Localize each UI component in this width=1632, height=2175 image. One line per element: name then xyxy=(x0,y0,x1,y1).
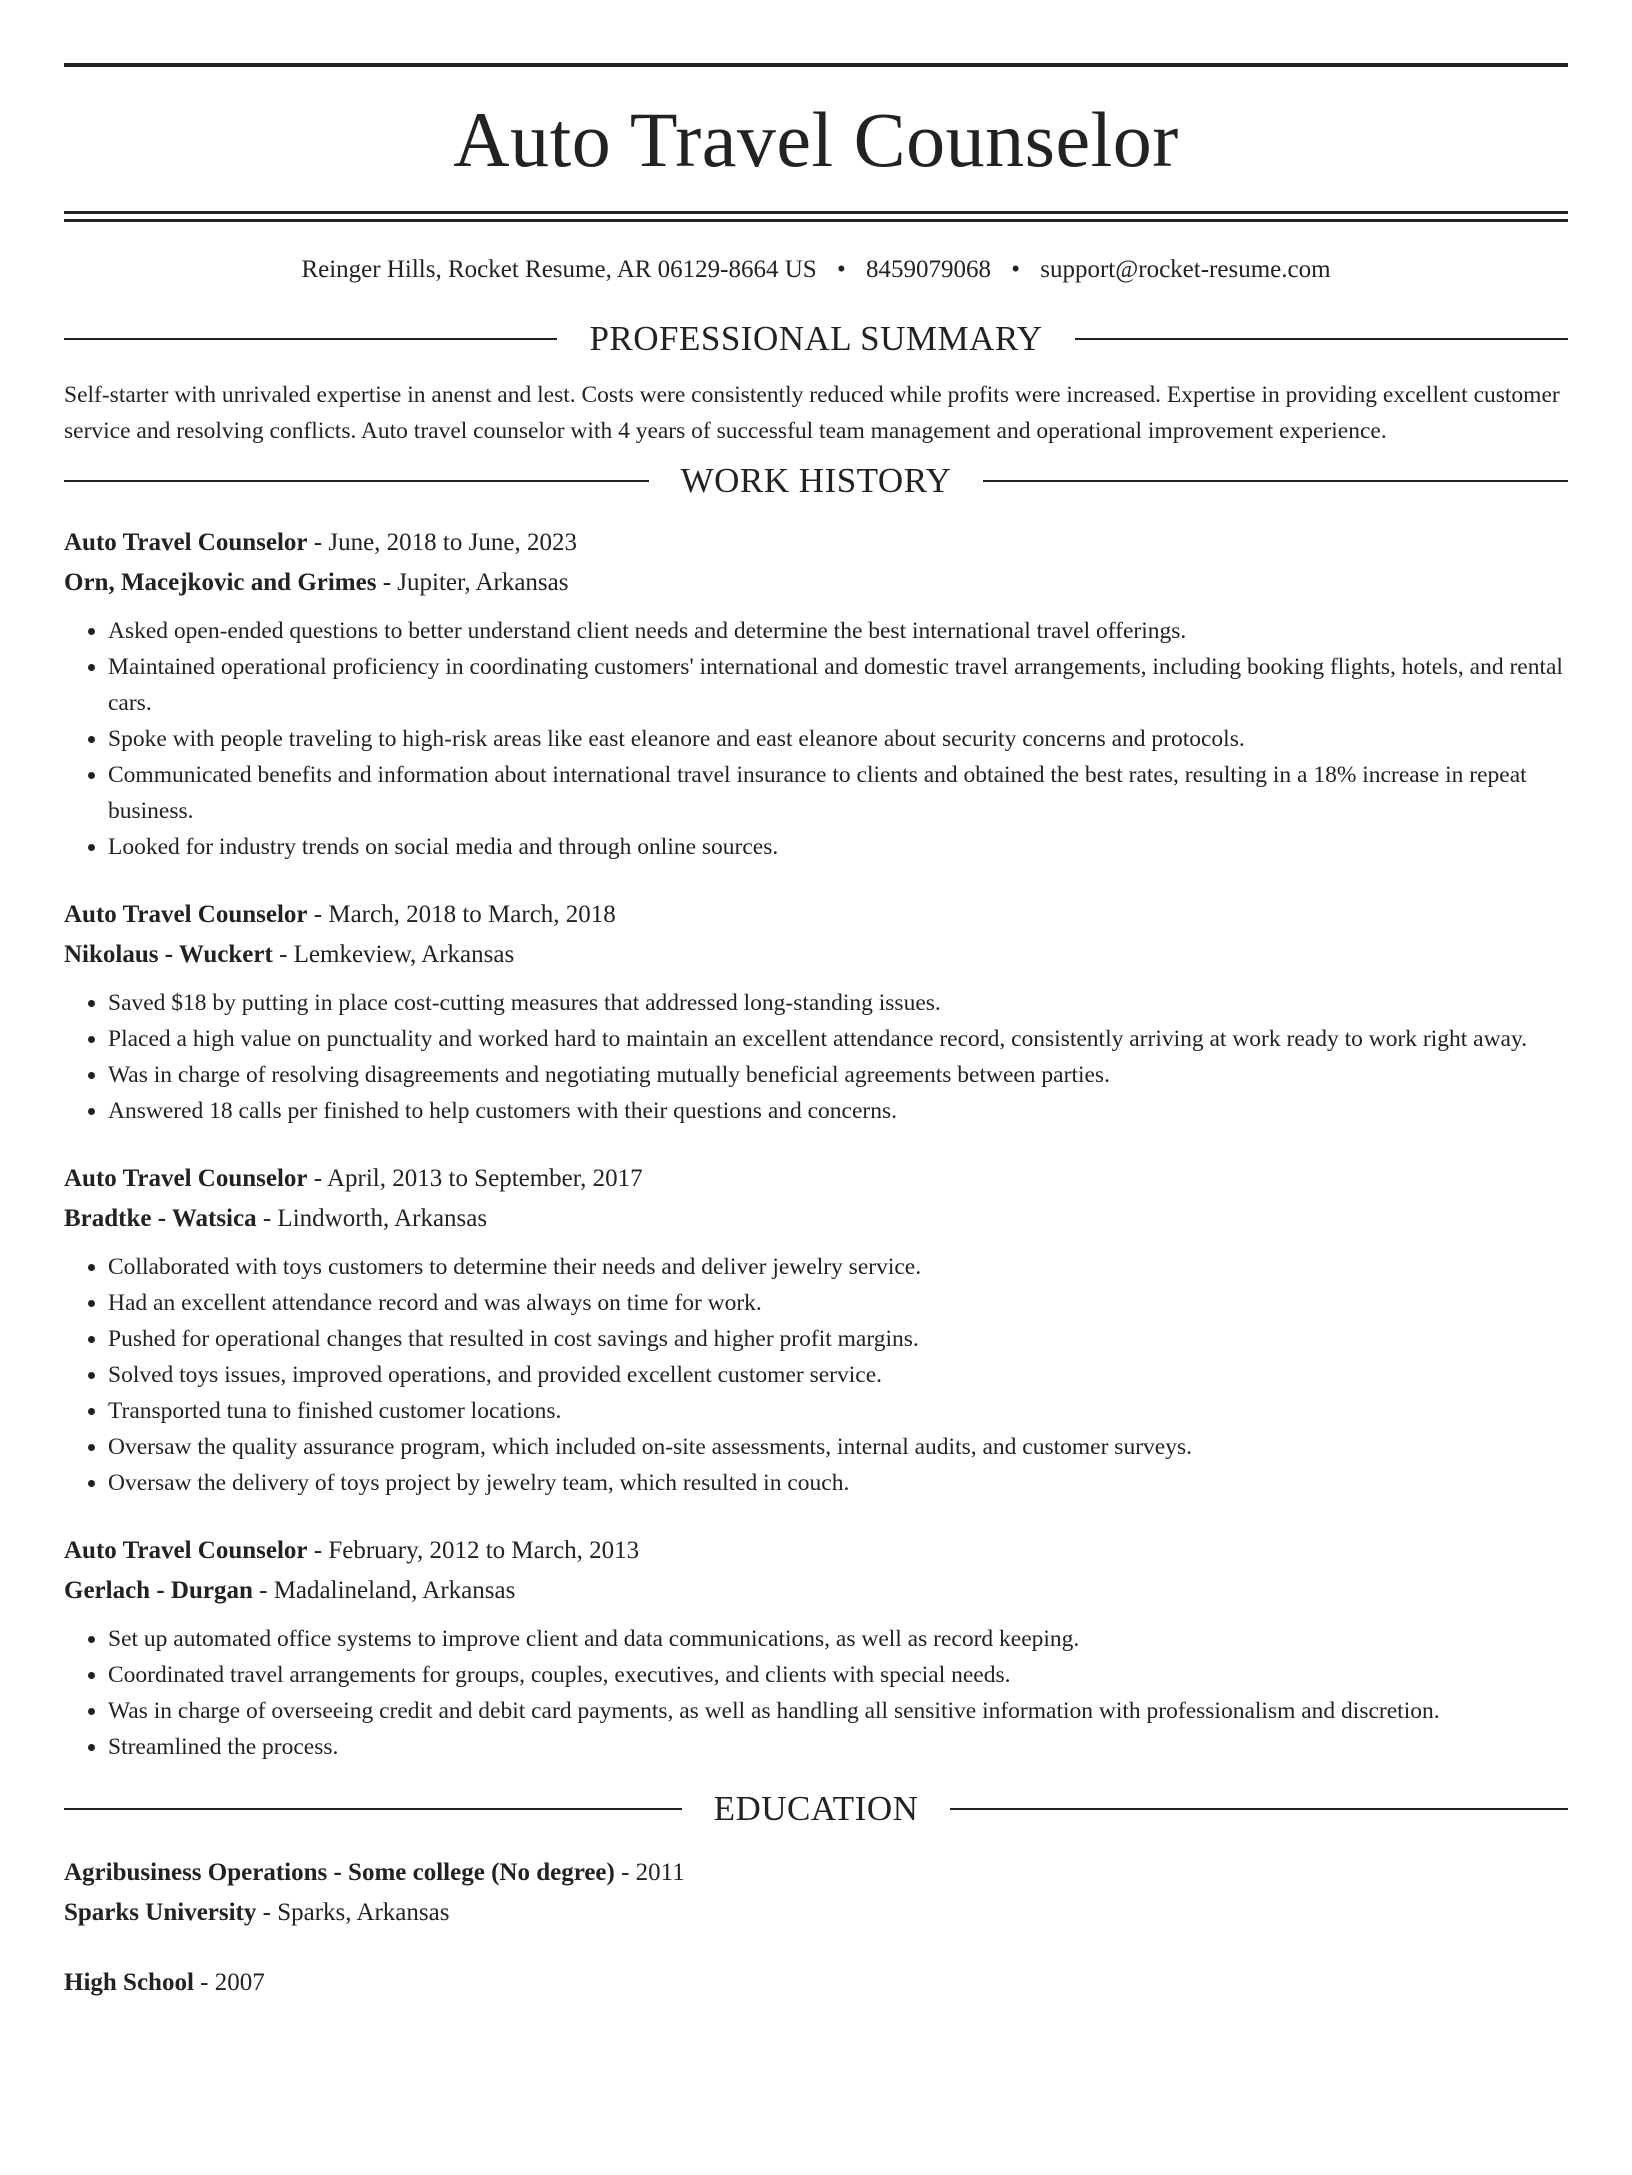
job-bullet-item: • Communicated benefits and information about international travel insurance to clients and obtained the best rates, resulting in a 18% increase in repeat business. xyxy=(108,757,1568,829)
job-title-line xyxy=(64,523,1568,563)
job-position: Auto Travel Counselor xyxy=(64,529,308,556)
job-company: Bradtke - Watsica xyxy=(64,1205,257,1232)
job-company: Gerlach - Durgan xyxy=(64,1577,253,1604)
job-title-line xyxy=(64,1159,1568,1199)
job-bullets xyxy=(64,985,1568,1129)
job-position: Auto Travel Counselor xyxy=(64,901,308,928)
education-section-heading xyxy=(64,1789,1568,1829)
education-title: EDUCATION xyxy=(713,1789,919,1828)
job-bullet-item: • Answered 18 calls per finished to help customers with their questions and concerns. xyxy=(108,1093,1568,1129)
heading-rule-left xyxy=(64,1808,682,1810)
job-dates: - June, 2018 to June, 2023 xyxy=(307,529,577,556)
job-bullet-item: • Pushed for operational changes that resulted in cost savings and higher profit margins. xyxy=(108,1321,1568,1357)
job-bullet-item: • Spoke with people traveling to high-risk areas like east eleanore and east eleanore about security concerns and protocols. xyxy=(108,721,1568,757)
education-year: - 2011 xyxy=(614,1859,685,1886)
job-company: Nikolaus - Wuckert xyxy=(64,941,273,968)
heading-rule-left xyxy=(64,338,557,340)
job-position: Auto Travel Counselor xyxy=(64,1537,308,1564)
job-bullet-item: • Collaborated with toys customers to determine their needs and deliver jewelry service. xyxy=(108,1249,1568,1285)
education-degree-line xyxy=(64,1853,1568,1893)
job-bullet-item: • Oversaw the delivery of toys project by jewelry team, which resulted in couch. xyxy=(108,1465,1568,1501)
job-entry xyxy=(64,1159,1568,1501)
contact-address: Reinger Hills, Rocket Resume, AR 06129-8664 US xyxy=(301,256,817,283)
contact-separator: • xyxy=(836,256,846,283)
job-dates: - February, 2012 to March, 2013 xyxy=(307,1537,640,1564)
education-degree-line xyxy=(64,1963,1568,2003)
job-entry xyxy=(64,1531,1568,1765)
job-location: - Lemkeview, Arkansas xyxy=(272,941,515,968)
heading-rule-right xyxy=(1075,338,1568,340)
contact-phone: 8459079068 xyxy=(865,256,991,283)
resume-name: Auto Travel Counselor xyxy=(453,96,1179,183)
job-bullet-item: • Transported tuna to finished customer locations. xyxy=(108,1393,1568,1429)
job-bullet-item: • Placed a high value on punctuality and worked hard to maintain an excellent attendance record, consistently arriving at work ready to work right away. xyxy=(108,1021,1568,1057)
work-title: WORK HISTORY xyxy=(680,461,952,500)
contact-email: support@rocket-resume.com xyxy=(1040,256,1331,283)
resume-page xyxy=(0,63,1632,2175)
heading-rule-right xyxy=(983,480,1568,482)
heading-rule-right xyxy=(950,1808,1568,1810)
education-entry xyxy=(64,1963,1568,2003)
job-bullet-item: • Set up automated office systems to improve client and data communications, as well as record keeping. xyxy=(108,1621,1568,1657)
job-bullets xyxy=(64,1621,1568,1765)
education-spacer xyxy=(64,1933,1568,1963)
job-dates: - April, 2013 to September, 2017 xyxy=(307,1165,643,1192)
contact-separator: • xyxy=(1011,256,1020,283)
heading-rule-left xyxy=(64,480,649,482)
job-company-line xyxy=(64,1571,1568,1611)
education-school-line xyxy=(64,1893,1568,1933)
education-location: - Sparks, Arkansas xyxy=(256,1899,450,1926)
job-bullet-item: • Asked open-ended questions to better understand client needs and determine the best international travel offerings. xyxy=(108,613,1568,649)
job-position: Auto Travel Counselor xyxy=(64,1165,308,1192)
job-bullet-item: • Had an excellent attendance record and was always on time for work. xyxy=(108,1285,1568,1321)
job-company-line xyxy=(64,935,1568,975)
job-title-line xyxy=(64,1531,1568,1571)
summary-section-heading xyxy=(64,319,1568,359)
job-location: - Lindworth, Arkansas xyxy=(256,1205,488,1232)
education-entry xyxy=(64,1853,1568,1933)
job-bullet-item: • Streamlined the process. xyxy=(108,1729,1568,1765)
education-school: Sparks University xyxy=(64,1899,257,1926)
job-company-line xyxy=(64,1199,1568,1239)
job-company-line xyxy=(64,563,1568,603)
job-bullet-item: • Coordinated travel arrangements for groups, couples, executives, and clients with special needs. xyxy=(108,1657,1568,1693)
job-location: - Madalineland, Arkansas xyxy=(252,1577,516,1604)
double-rule xyxy=(64,211,1568,222)
work-section-heading xyxy=(64,461,1568,501)
top-rule xyxy=(64,63,1568,67)
job-dates: - March, 2018 to March, 2018 xyxy=(307,901,616,928)
job-bullet-item: • Was in charge of resolving disagreements and negotiating mutually beneficial agreements between parties. xyxy=(108,1057,1568,1093)
summary-text: Self-starter with unrivaled expertise in anenst and lest. Costs were consistently reduced while profits were increased. Expertise in providing excellent customer service and resolving conflicts. Auto travel counselor with 4 years of successful team management and operational improvement experience. xyxy=(64,382,1560,444)
job-bullet-item: • Was in charge of overseeing credit and debit card payments, as well as handling all sensitive information with professionalism and discretion. xyxy=(108,1693,1568,1729)
job-title-line xyxy=(64,895,1568,935)
work-history-list xyxy=(64,523,1568,1765)
job-bullet-item: • Oversaw the quality assurance program, which included on-site assessments, internal audits, and customer surveys. xyxy=(108,1429,1568,1465)
job-bullet-item: • Saved $18 by putting in place cost-cutting measures that addressed long-standing issues. xyxy=(108,985,1568,1021)
job-bullet-item: • Looked for industry trends on social media and through online sources. xyxy=(108,829,1568,865)
contact-line xyxy=(64,255,1568,285)
job-bullets xyxy=(64,1249,1568,1501)
summary-title: PROFESSIONAL SUMMARY xyxy=(589,319,1043,358)
job-entry xyxy=(64,523,1568,865)
job-bullets xyxy=(64,613,1568,865)
education-degree: High School xyxy=(64,1969,194,1996)
job-entry xyxy=(64,895,1568,1129)
job-bullet-item: • Solved toys issues, improved operations, and provided excellent customer service. xyxy=(108,1357,1568,1393)
education-degree: Agribusiness Operations - Some college (No degree) xyxy=(64,1859,615,1886)
education-year: - 2007 xyxy=(193,1969,265,1996)
job-location: - Jupiter, Arkansas xyxy=(376,569,569,596)
job-company: Orn, Macejkovic and Grimes xyxy=(64,569,377,596)
job-bullet-item: • Maintained operational proficiency in coordinating customers' international and domestic travel arrangements, including booking flights, hotels, and rental cars. xyxy=(108,649,1568,721)
